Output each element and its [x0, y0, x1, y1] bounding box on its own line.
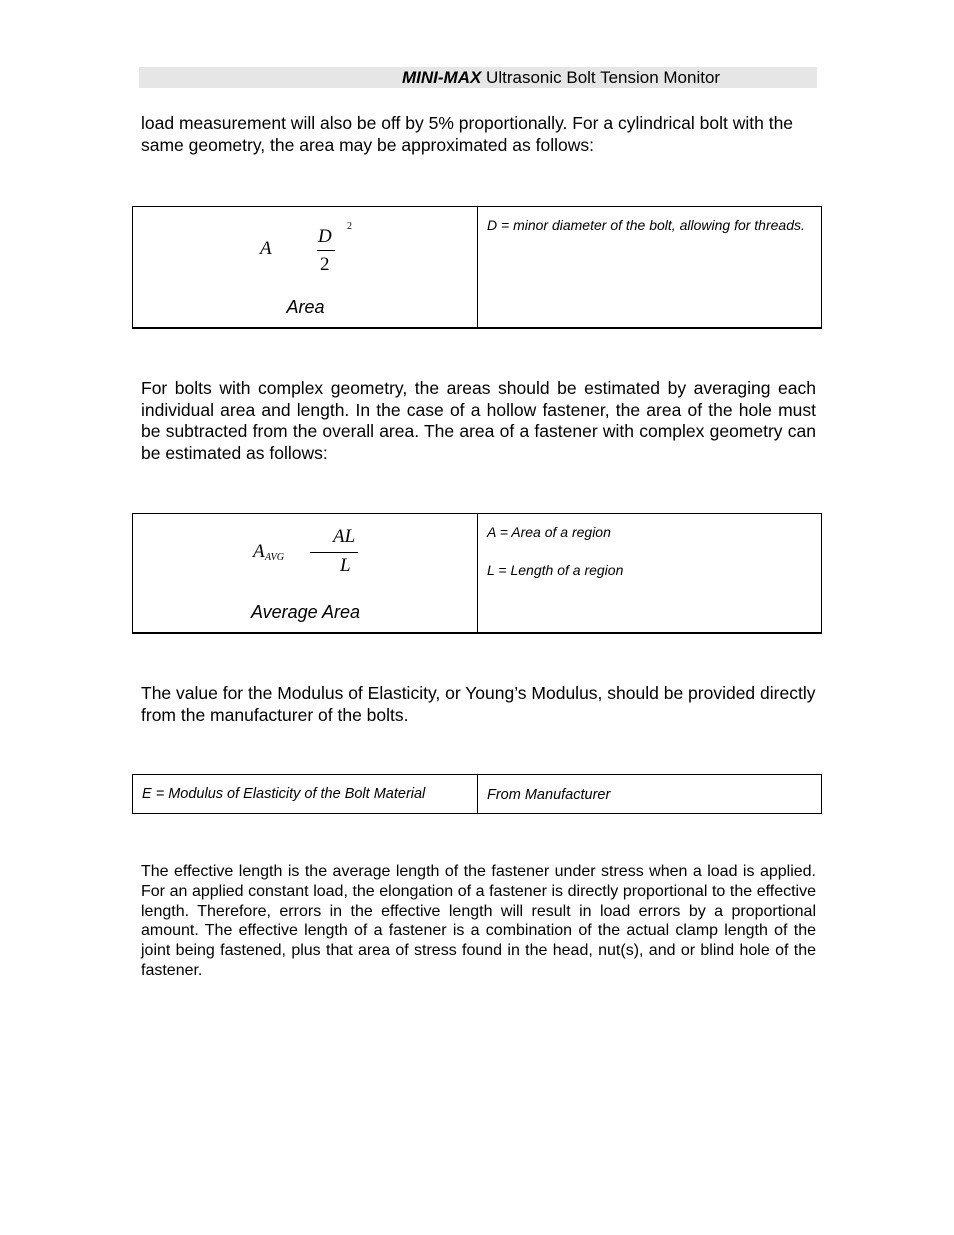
area-fraction-line: [317, 250, 335, 251]
modulus-table: [132, 774, 822, 814]
paragraph-4-text: The effective length is the average length of the fastener under stress when a load is applied. For an applied constant load, the elongation of a fastener is directly proportional to the effective length. Therefore, errors in the effective length will result in load errors by a proportional amount. The effective length of a fastener is a combination of the actual clamp length of the joint being fastened, plus that area of stress found in the head, nut(s), and or blind hole of the fastener.: [141, 863, 816, 979]
area-exponent: 2: [347, 221, 352, 232]
header-title: Ultrasonic Bolt Tension Monitor: [481, 68, 721, 87]
avg-caption: Average Area: [250, 602, 361, 622]
paragraph-1: [141, 113, 816, 156]
area-formula-table: [132, 206, 822, 329]
avg-lhs-subscript: AVG: [265, 552, 284, 563]
page-header: [402, 67, 720, 88]
modulus-left-cell: [133, 775, 478, 813]
paragraph-1-text: load measurement will also be off by 5% proportionally. For a cylindrical bolt with the same geometry, the area may be approximated as follows:: [141, 113, 794, 155]
area-numerator: D: [318, 226, 332, 247]
area-note: D = minor diameter of the bolt, allowing for threads.: [487, 217, 805, 233]
area-caption: Area: [286, 297, 325, 317]
area-formula-cell: [133, 207, 478, 327]
paragraph-2-text: For bolts with complex geometry, the areas should be estimated by averaging each individual area and length. In the case of a hollow fastener, the area of the hole must be subtracted from the overall area. The area of a fastener with complex geometry can be estimated as follows:: [141, 378, 816, 463]
paragraph-3-text: The value for the Modulus of Elasticity, or Young’s Modulus, should be provided directly from the manufacturer of the bolts.: [141, 683, 816, 725]
modulus-right-cell: [478, 775, 821, 813]
brand-name: MINI-MAX: [402, 68, 482, 87]
modulus-definition: E = Modulus of Elasticity of the Bolt Material: [142, 786, 426, 802]
avg-note-l: L = Length of a region: [487, 562, 624, 578]
modulus-source: From Manufacturer: [487, 787, 611, 803]
avg-fraction-line: [310, 552, 358, 553]
avg-numerator: AL: [333, 526, 356, 547]
area-lhs: A: [260, 238, 272, 259]
avg-note-a: A = Area of a region: [487, 524, 611, 540]
paragraph-3: [141, 683, 816, 726]
average-formula-cell: [133, 514, 478, 632]
avg-denominator: L: [340, 555, 351, 576]
area-denominator: 2: [320, 254, 330, 275]
avg-lhs: A: [253, 541, 265, 562]
paragraph-4: [141, 862, 816, 981]
avg-note-cell: [478, 514, 821, 632]
area-note-cell: [478, 207, 821, 327]
paragraph-2: [141, 378, 816, 464]
average-area-table: [132, 513, 822, 634]
